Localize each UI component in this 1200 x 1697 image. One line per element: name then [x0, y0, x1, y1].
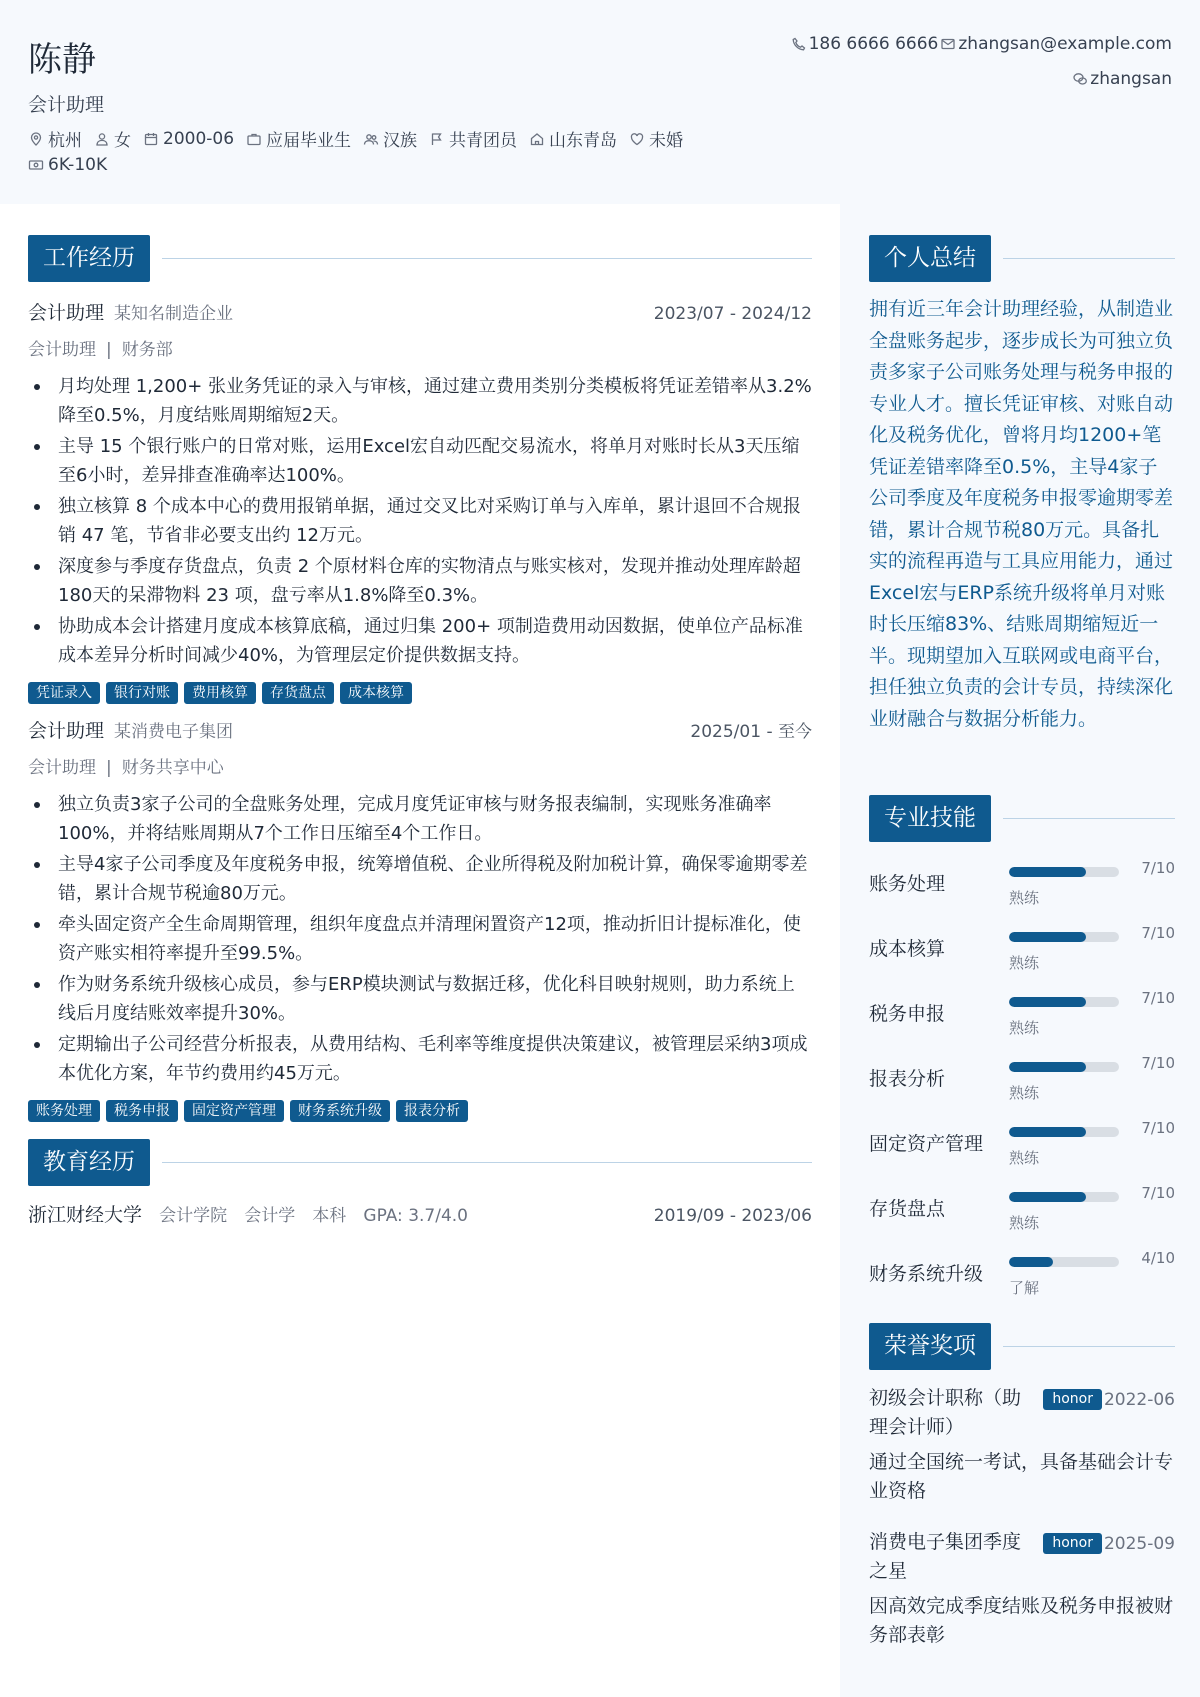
job-bullets	[28, 372, 812, 670]
skill-bar	[1009, 997, 1119, 1007]
meta-birth: 2000-06	[143, 129, 234, 149]
section-divider	[1003, 258, 1175, 259]
skill-level: 熟练	[1009, 1149, 1040, 1167]
calendar-icon	[143, 131, 159, 147]
skill-name: 报表分析	[869, 1068, 946, 1090]
resume-header	[0, 0, 1200, 204]
company-name: 某消费电子集团	[114, 722, 234, 742]
skill-item	[869, 924, 1175, 980]
honor-description: 因高效完成季度结账及税务申报被财务部表彰	[869, 1595, 1174, 1646]
wechat-line	[1072, 69, 1172, 89]
skill-item	[869, 1054, 1175, 1110]
section-title: 个人总结	[869, 235, 991, 282]
bullet-item: 深度参与季度存货盘点，负责 2 个原材料仓库的实物清点与账实核对，发现并推动处理库龄超180天的呆滞物料 23 项，盘亏率从1.8%降至0.3%。	[28, 552, 812, 610]
skill-name: 成本核算	[869, 938, 946, 960]
tag: 费用核算	[184, 682, 256, 704]
bullet-item: 独立负责3家子公司的全盘账务处理，完成月度凭证审核与财务报表编制，实现账务准确率100%，并将结账周期从7个工作日压缩至4个工作日。	[28, 790, 812, 848]
honor-badge: honor	[1043, 1389, 1102, 1410]
personal-info-line	[28, 126, 683, 151]
tag: 凭证录入	[28, 682, 100, 704]
meta-gender: 女	[94, 126, 131, 151]
skill-item	[869, 1249, 1175, 1305]
tag: 税务申报	[106, 1100, 178, 1122]
bullet-item: 主导4家子公司季度及年度税务申报，统筹增值税、企业所得税及附加税计算，确保零逾期零差错，累计合规节税逾80万元。	[28, 850, 812, 908]
briefcase-icon	[246, 131, 262, 147]
home-icon	[529, 131, 545, 147]
skill-tags	[28, 1100, 812, 1122]
phone-icon	[791, 36, 807, 52]
honor-date: 2022-06	[1103, 1389, 1175, 1410]
skill-item	[869, 1184, 1175, 1240]
section-title: 教育经历	[28, 1139, 150, 1186]
section-work-header	[28, 235, 812, 282]
job-date: 2023/07 - 2024/12	[653, 304, 812, 324]
bullet-item: 牵头固定资产全生命周期管理，组织年度盘点并清理闲置资产12项，推动折旧计提标准化，使资产账实相符率提升至99.5%。	[28, 910, 812, 968]
skill-level: 熟练	[1009, 954, 1040, 972]
job-title: 会计助理	[28, 302, 105, 324]
section-divider	[162, 258, 812, 259]
section-title: 工作经历	[28, 235, 150, 282]
honor-description: 通过全国统一考试，具备基础会计专业资格	[869, 1451, 1174, 1502]
section-skills-header	[869, 795, 1175, 842]
tag: 固定资产管理	[184, 1100, 284, 1122]
separator: |	[106, 340, 112, 360]
skill-item	[869, 989, 1175, 1045]
gpa: GPA: 3.7/4.0	[363, 1206, 468, 1226]
job-department: 财务共享中心	[121, 758, 224, 778]
skill-bar	[1009, 1062, 1119, 1072]
meta-hometown: 山东青岛	[529, 126, 617, 151]
skill-score: 7/10	[1141, 1054, 1175, 1072]
section-divider	[162, 1162, 812, 1163]
job-bullets	[28, 790, 812, 1088]
heart-icon	[629, 131, 645, 147]
skill-bar	[1009, 1257, 1119, 1267]
section-education-header	[28, 1139, 812, 1186]
section-title: 专业技能	[869, 795, 991, 842]
company-name: 某知名制造企业	[114, 304, 234, 324]
skill-item	[869, 859, 1175, 915]
work-item-2	[28, 716, 812, 1122]
skill-fill	[1009, 1127, 1086, 1137]
school-name: 浙江财经大学	[28, 1204, 143, 1226]
job-title: 会计助理	[28, 720, 105, 742]
email-address[interactable]: zhangsan@example.com	[958, 34, 1172, 54]
education-item	[28, 1200, 812, 1227]
skill-score: 7/10	[1141, 924, 1175, 942]
skill-bar	[1009, 867, 1119, 877]
skill-score: 4/10	[1141, 1249, 1175, 1267]
meta-experience: 应届毕业生	[246, 126, 351, 151]
skill-score: 7/10	[1141, 1184, 1175, 1202]
skill-fill	[1009, 1257, 1053, 1267]
tag: 财务系统升级	[290, 1100, 390, 1122]
skill-level: 熟练	[1009, 1019, 1040, 1037]
salary-icon	[28, 157, 44, 173]
job-role: 会计助理	[28, 758, 96, 778]
honor-date: 2025-09	[1103, 1533, 1175, 1554]
skill-name: 固定资产管理	[869, 1133, 984, 1155]
tag: 银行对账	[106, 682, 178, 704]
honor-item	[869, 1528, 1175, 1650]
separator: |	[106, 758, 112, 778]
meta-salary: 6K-10K	[28, 155, 107, 175]
skill-score: 7/10	[1141, 859, 1175, 877]
wechat-id[interactable]: zhangsan	[1090, 69, 1172, 89]
candidate-name: 陈静	[28, 40, 96, 80]
tag: 存货盘点	[262, 682, 334, 704]
bullet-item: 独立核算 8 个成本中心的费用报销单据，通过交叉比对采购订单与入库单，累计退回不合规报销 47 笔，节省非必要支出约 12万元。	[28, 492, 812, 550]
meta-city: 杭州	[28, 126, 82, 151]
skill-name: 账务处理	[869, 873, 946, 895]
honor-badge: honor	[1043, 1533, 1102, 1554]
job-department: 财务部	[121, 340, 173, 360]
skill-level: 熟练	[1009, 889, 1040, 907]
skill-fill	[1009, 932, 1086, 942]
bullet-item: 定期输出子公司经营分析报表，从费用结构、毛利率等维度提供决策建议，被管理层采纳3项成本优化方案，年节约费用约45万元。	[28, 1030, 812, 1088]
major-name: 会计学	[244, 1206, 296, 1226]
skill-fill	[1009, 867, 1086, 877]
skill-name: 税务申报	[869, 1003, 946, 1025]
section-summary-header	[869, 235, 1175, 282]
meta-ethnicity: 汉族	[363, 126, 417, 151]
tag: 成本核算	[340, 682, 412, 704]
ethnicity-icon	[363, 131, 379, 147]
phone-number[interactable]: 186 6666 6666	[808, 34, 939, 54]
skill-level: 了解	[1009, 1279, 1040, 1297]
skill-level: 熟练	[1009, 1214, 1040, 1232]
skill-name: 财务系统升级	[869, 1263, 984, 1285]
skill-score: 7/10	[1141, 1119, 1175, 1137]
bullet-item: 作为财务系统升级核心成员，参与ERP模块测试与数据迁移，优化科目映射规则，助力系统上线后月度结账效率提升30%。	[28, 970, 812, 1028]
honor-item	[869, 1384, 1175, 1506]
honor-title: 初级会计职称（助理会计师）	[869, 1387, 1022, 1438]
skill-fill	[1009, 1192, 1086, 1202]
tag: 报表分析	[396, 1100, 468, 1122]
target-job-title: 会计助理	[28, 94, 105, 116]
flag-icon	[429, 131, 445, 147]
skill-item	[869, 1119, 1175, 1175]
section-divider	[1003, 1346, 1175, 1347]
work-item-1	[28, 298, 812, 704]
bullet-item: 主导 15 个银行账户的日常对账，运用Excel宏自动匹配交易流水，将单月对账时长从3天压缩至6小时，差异排查准确率达100%。	[28, 432, 812, 490]
summary-text: 拥有近三年会计助理经验，从制造业全盘账务起步，逐步成长为可独立负责多家子公司账务处理与税务申报的专业人才。擅长凭证审核、对账自动化及税务优化，曾将月均1200+笔凭证差错率降至0.5%，主导4家子公司季度及年度税务申报零逾期零差错，累计合规节税80万元。具备扎实的流程再造与工具应用能力，通过Excel宏与ERP系统升级将单月对账时长压缩83%、结账周期缩短近一半。现期望加入互联网或电商平台，担任独立负责的会计专员，持续深化业财融合与数据分析能力。	[869, 298, 1174, 730]
gender-icon	[94, 131, 110, 147]
email-icon	[940, 36, 956, 52]
contact-line	[791, 34, 1172, 54]
job-role: 会计助理	[28, 340, 96, 360]
location-icon	[28, 131, 44, 147]
job-date: 2025/01 - 至今	[690, 722, 812, 742]
bullet-item: 月均处理 1,200+ 张业务凭证的录入与审核，通过建立费用类别分类模板将凭证差错率从3.2%降至0.5%，月度结账周期缩短2天。	[28, 372, 812, 430]
skill-fill	[1009, 997, 1086, 1007]
honor-title: 消费电子集团季度之星	[869, 1531, 1022, 1582]
section-honors-header	[869, 1323, 1175, 1370]
meta-politics: 共青团员	[429, 126, 517, 151]
meta-marital: 未婚	[629, 126, 683, 151]
section-divider	[1003, 818, 1175, 819]
skill-bar	[1009, 1127, 1119, 1137]
section-title: 荣誉奖项	[869, 1323, 991, 1370]
tag: 账务处理	[28, 1100, 100, 1122]
bullet-item: 协助成本会计搭建月度成本核算底稿，通过归集 200+ 项制造费用动因数据，使单位产品标准成本差异分析时间减少40%，为管理层定价提供数据支持。	[28, 612, 812, 670]
wechat-icon	[1072, 71, 1088, 87]
skill-bar	[1009, 932, 1119, 942]
skill-fill	[1009, 1062, 1086, 1072]
skill-tags	[28, 682, 812, 704]
skill-name: 存货盘点	[869, 1198, 946, 1220]
degree: 本科	[312, 1206, 347, 1226]
college-name: 会计学院	[159, 1206, 228, 1226]
skill-score: 7/10	[1141, 989, 1175, 1007]
skill-level: 熟练	[1009, 1084, 1040, 1102]
skill-bar	[1009, 1192, 1119, 1202]
salary-line	[28, 155, 107, 175]
education-date: 2019/09 - 2023/06	[653, 1206, 812, 1226]
